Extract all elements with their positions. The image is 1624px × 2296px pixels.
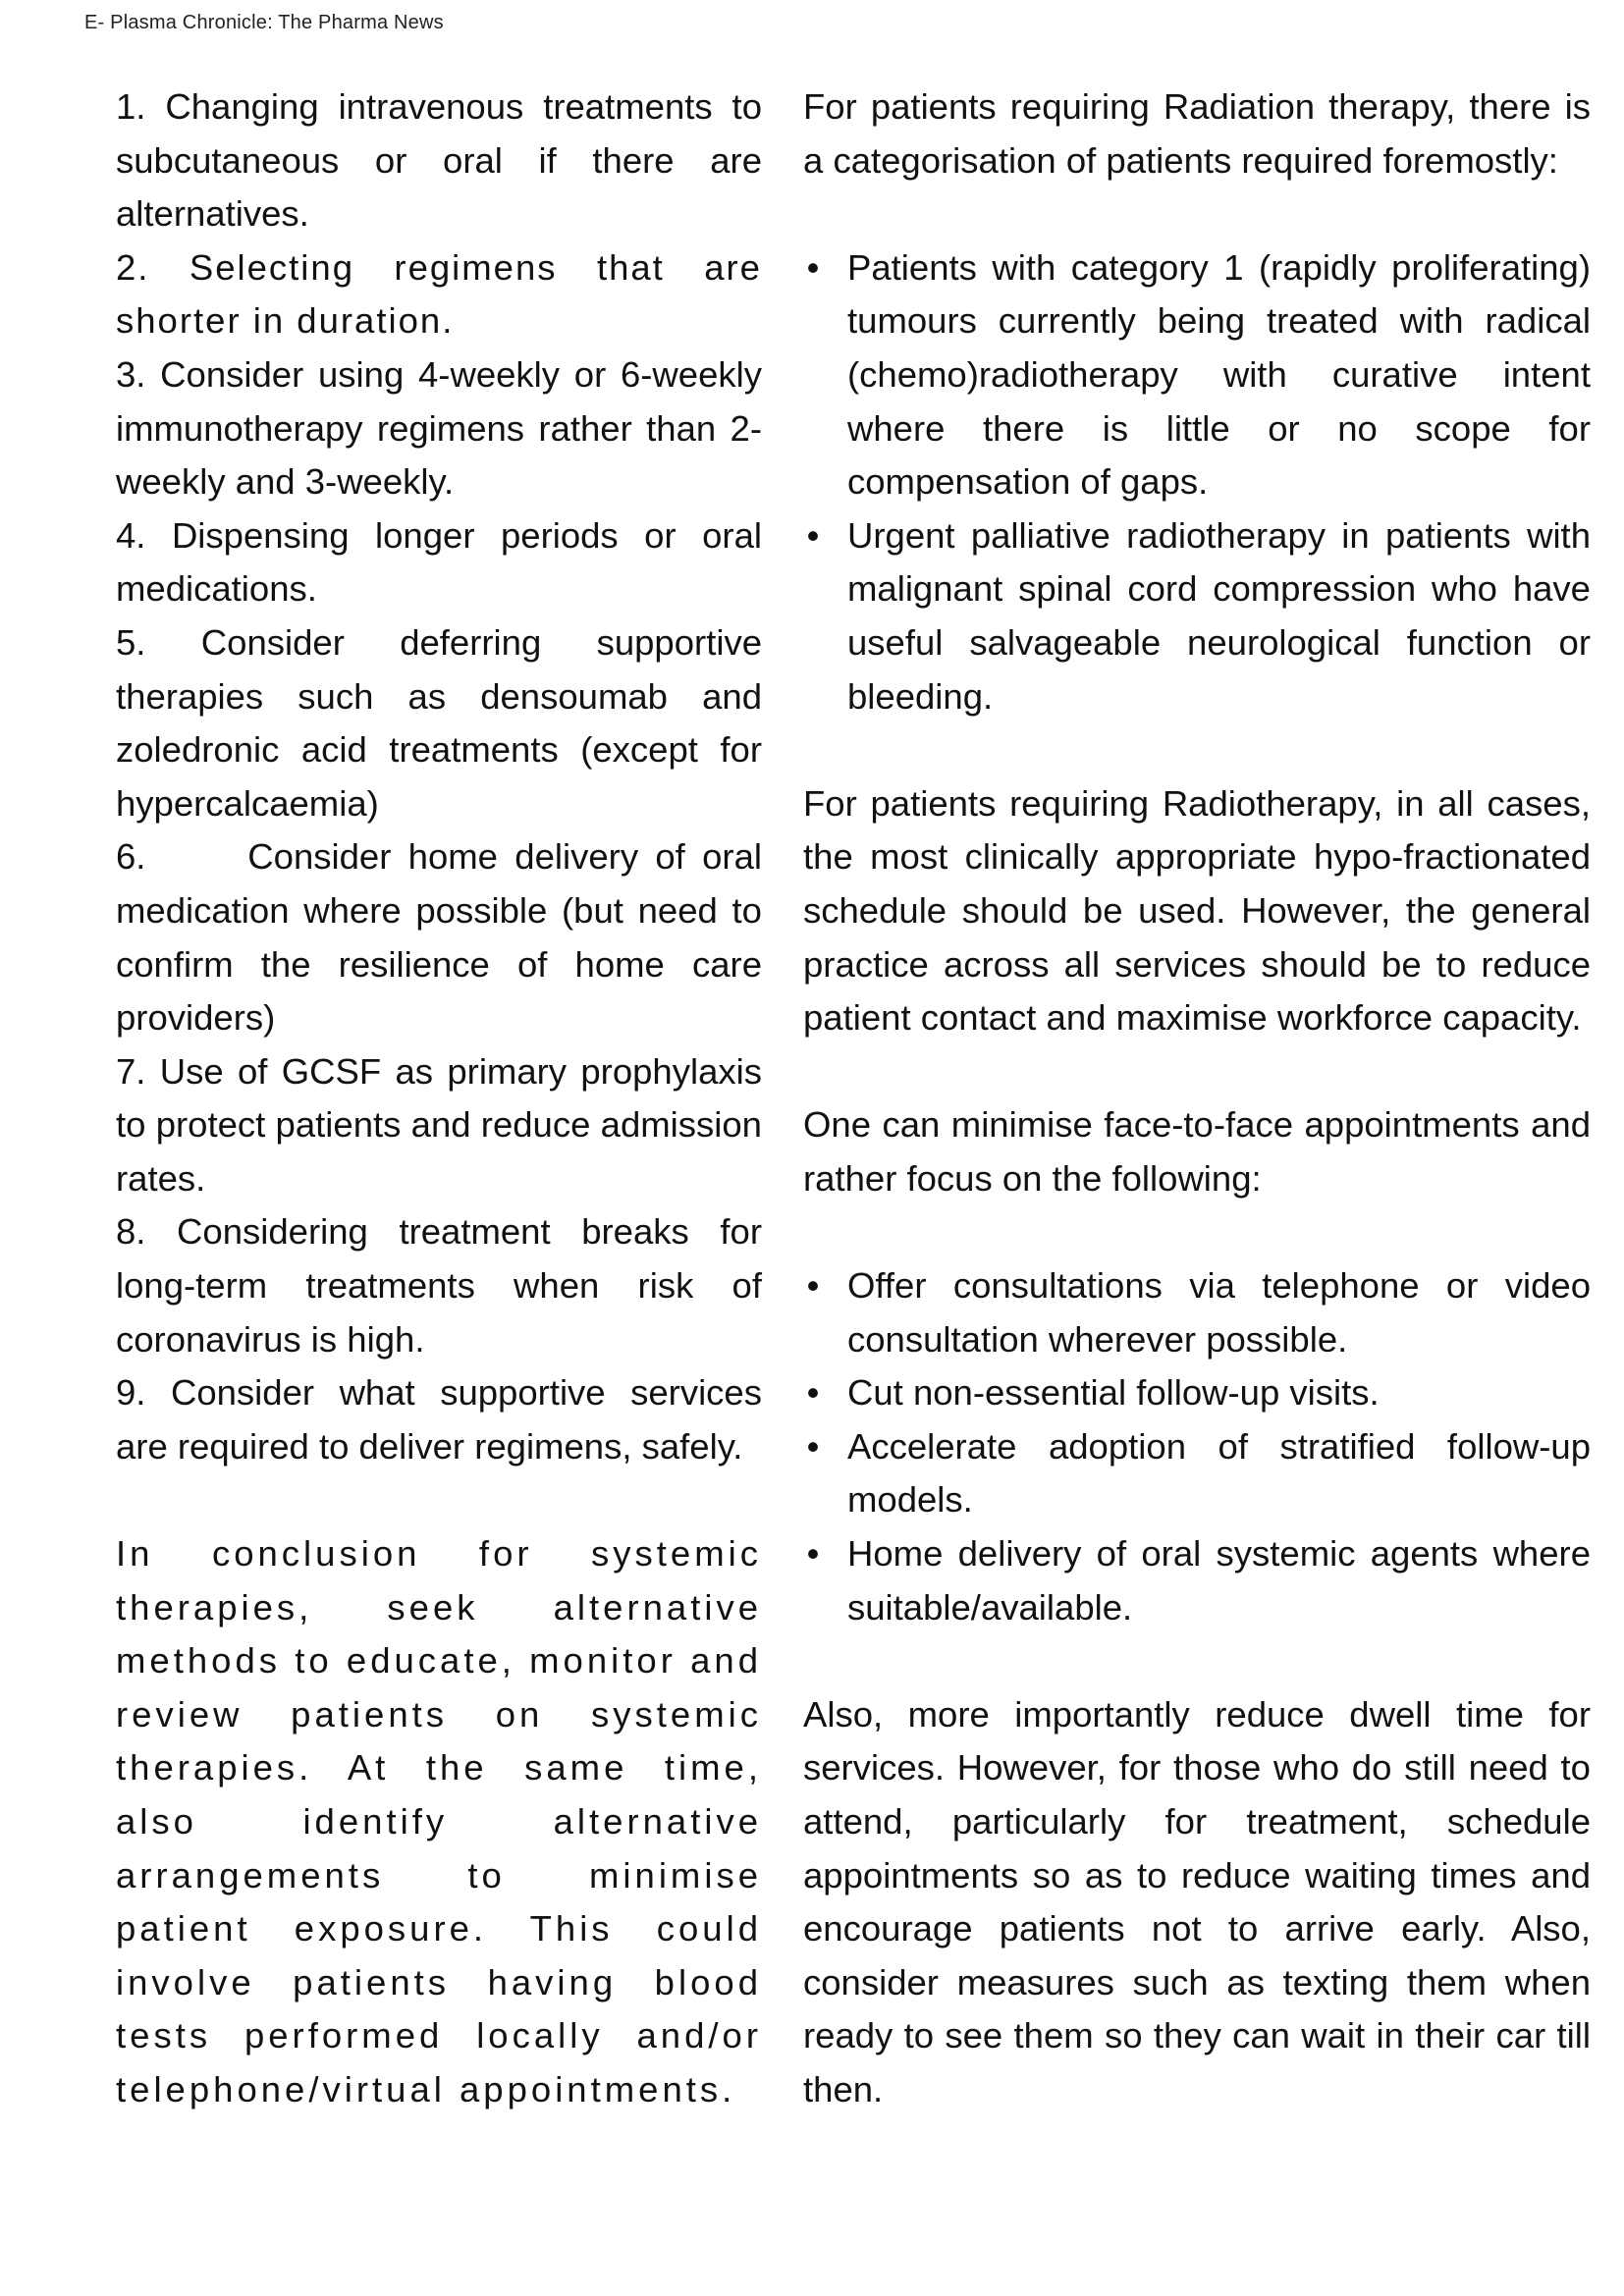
spacer	[803, 187, 1591, 241]
list-item: 8. Considering treatment breaks for long-term treatments when risk of coronavirus is high.	[116, 1211, 762, 1360]
dwell-time-paragraph: Also, more importantly reduce dwell time for services. However, for those who do still need to attend, particularly for treatment, schedule appointments so as to reduce waiting times and encourage patients not to arrive early. Also, consider measures such as texting them when ready to see them so they can wait in their car till then.	[803, 1693, 1591, 2109]
bullet-icon: •	[806, 1265, 820, 1307]
bullet-icon: •	[806, 1533, 820, 1575]
spacer	[803, 1205, 1591, 1259]
radiation-intro-paragraph: For patients requiring Radiation therapy, there is a categorisation of patients required foremostly:	[803, 86, 1591, 181]
list-item: 3. Consider using 4-weekly or 6-weekly immunotherapy regimens rather than 2-weekly and 3-weekly.	[116, 353, 762, 503]
spacer	[803, 1634, 1591, 1688]
focus-bullet-list	[803, 1259, 1591, 1634]
publication-header: E- Plasma Chronicle: The Pharma News	[84, 12, 444, 33]
list-item	[803, 1527, 1591, 1634]
list-item	[803, 509, 1591, 723]
list-item	[803, 1366, 1591, 1420]
list-item-text: Urgent palliative radiotherapy in patients with malignant spinal cord compression who have useful salvageable neurological function or bleeding.	[847, 514, 1591, 717]
list-item: 6. Consider home delivery of oral medication where possible (but need to confirm the resilience of home care providers)	[116, 836, 773, 1039]
list-item	[803, 1259, 1591, 1366]
spacer	[803, 723, 1591, 777]
category-bullet-list	[803, 241, 1591, 723]
list-item: 5. Consider deferring supportive therapies such as densoumab and zoledronic acid treatments (except for hypercalcaemia)	[116, 621, 762, 824]
list-item-text: Patients with category 1 (rapidly proliferating) tumours currently being treated with radical (chemo)radiotherapy with curative intent where there is little or no scope for compensation of gaps.	[847, 246, 1591, 503]
numbered-list	[116, 80, 773, 1473]
list-item-text: Home delivery of oral systemic agents where suitable/available.	[847, 1533, 1591, 1628]
list-item: 2. Selecting regimens that are shorter in duration.	[116, 246, 762, 342]
conclusion-paragraph: In conclusion for systemic therapies, seek alternative methods to educate, monitor and review patients on systemic therapies. At the same time, also identify alternative arrangements to minimise patient exposure. This could involve patients having blood tests performed locally and/or telephone/virtual appointments.	[116, 1533, 762, 2109]
list-item: 7. Use of GCSF as primary prophylaxis to protect patients and reduce admission rates.	[116, 1050, 762, 1199]
minimise-intro-paragraph: One can minimise face-to-face appointments and rather focus on the following:	[803, 1104, 1591, 1199]
list-item-text: Cut non-essential follow-up visits.	[847, 1372, 1380, 1414]
bullet-icon: •	[806, 1372, 820, 1414]
list-item	[803, 241, 1591, 509]
left-column	[116, 80, 773, 2117]
list-item	[803, 1420, 1591, 1527]
spacer	[116, 1473, 762, 1527]
bullet-icon: •	[806, 246, 820, 288]
bullet-icon: •	[806, 514, 820, 556]
list-item: 1. Changing intravenous treatments to subcutaneous or oral if there are alternatives.	[116, 86, 762, 235]
spacer	[803, 1045, 1591, 1099]
right-column	[803, 80, 1591, 2117]
list-item: 4. Dispensing longer periods or oral medications.	[116, 514, 762, 610]
list-item: 9. Consider what supportive services are required to deliver regimens, safely.	[116, 1372, 762, 1467]
radiotherapy-paragraph: For patients requiring Radiotherapy, in all cases, the most clinically appropriate hypo-fractionated schedule should be used. However, the general practice across all services should be to reduce patient contact and maximise workforce capacity.	[803, 782, 1591, 1039]
list-item-text: Accelerate adoption of stratified follow-up models.	[847, 1425, 1591, 1521]
bullet-icon: •	[806, 1425, 820, 1467]
list-item-text: Offer consultations via telephone or video consultation wherever possible.	[847, 1265, 1591, 1360]
